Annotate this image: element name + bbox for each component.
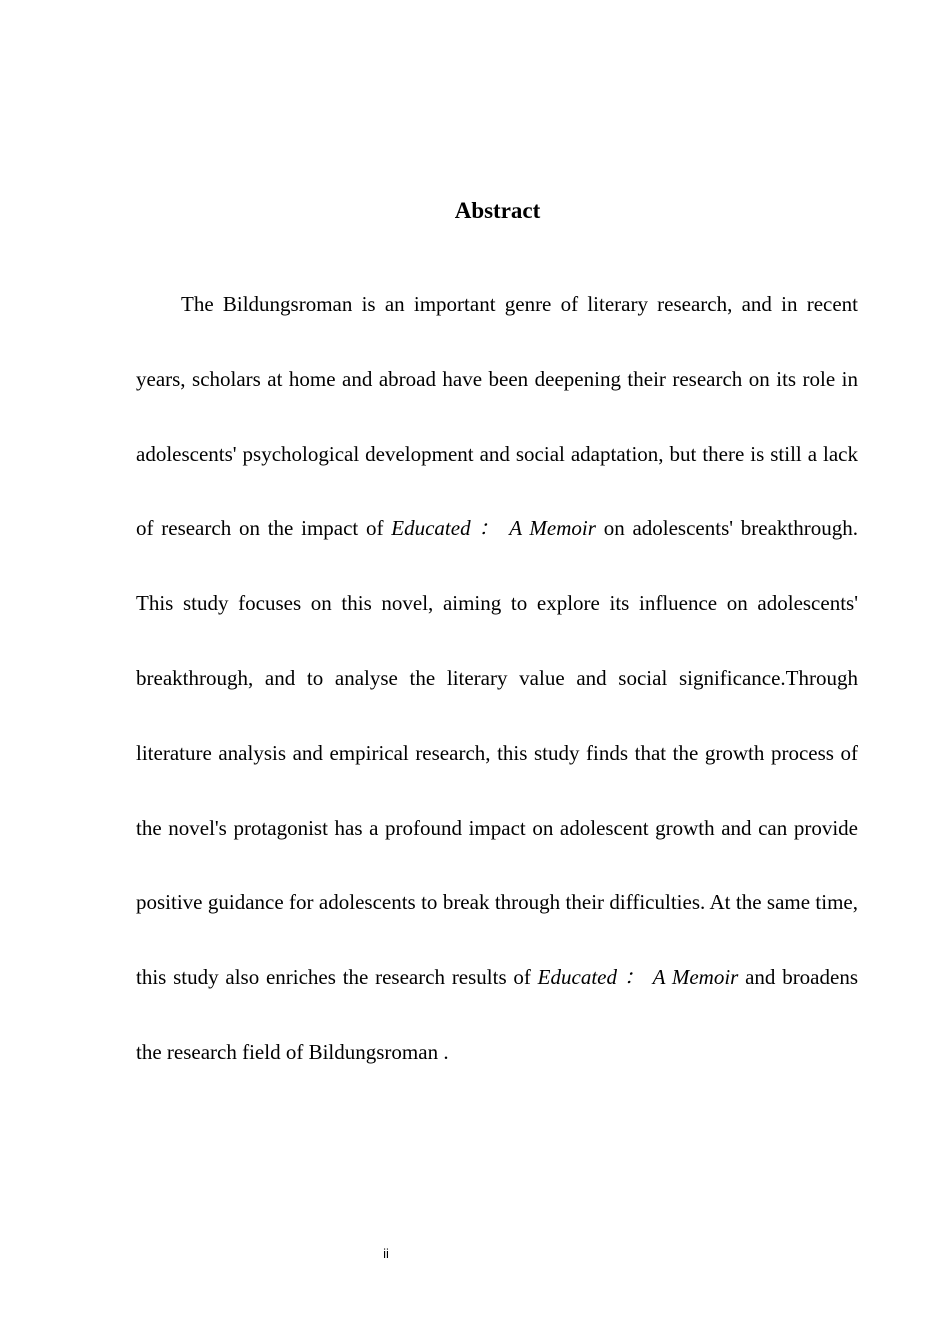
abstract-heading: Abstract: [454, 198, 541, 223]
page-number: ii: [383, 1246, 389, 1261]
abstract-text-part-2: on adolescents' breakthrough. This study focuses on this novel, aiming to explore its influence on adolescents' breakthrough, and to analyse the literary value and social significance.Through literature analysis and empirical research, this study finds that the growth process of the novel's protagonist has a profound impact on adolescent growth and can provide positive guidance for adolescents to break through their difficulties. At the same time, this study also enriches the research results of: [136, 516, 859, 990]
book-title-italic-1: Educated ： A Memoir: [391, 516, 596, 541]
abstract-paragraph: [136, 267, 858, 1090]
book-title-italic-2: Educated ： A Memoir: [537, 965, 739, 990]
abstract-text-part-3: and broadens the research field of Bildungsroman .: [136, 965, 858, 1064]
abstract-text-part-1: The Bildungsroman is an important genre of literary research, and in recent years, scholars at home and abroad have been deepening their research on its role in adolescents' psychological development and social adaptation, but there is still a lack of research on the impact of: [136, 292, 858, 541]
